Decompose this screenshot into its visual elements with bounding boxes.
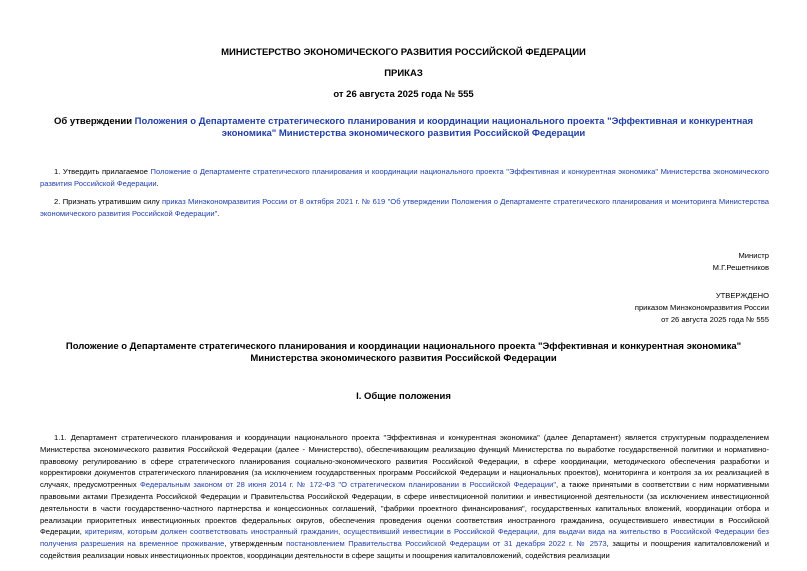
signature-block: [713, 250, 769, 274]
section-heading: I. Общие положения: [356, 391, 451, 402]
doc-type-heading: ПРИКАЗ: [384, 68, 423, 79]
federal-law-link[interactable]: Федеральным законом от 28 июня 2014 г. № 172-ФЗ "О стратегическом планировании в Российской Федерации": [139, 480, 557, 490]
approval-block: [635, 290, 769, 325]
signatory-name: М.Г.Решетников: [712, 262, 769, 272]
item-2-text: 2. Признать утратившим силу: [54, 197, 162, 206]
resolution-link[interactable]: постановлением Правительства Российской Федерации от 31 декабря 2022 г. № 2573: [286, 539, 607, 549]
approval-date: от 26 августа 2025 года № 555: [661, 314, 769, 324]
p11-text-d: , защиты и поощрения капиталовложений и содействия реализации новых инвестиционных проектов, координации деятельности в сфере защиты и поощрения капиталовложений, содействия реализации: [40, 539, 769, 560]
signatory-position: Министр: [738, 251, 769, 260]
item-2-link[interactable]: приказ Минэкономразвития России от 8 октября 2021 г. № 619 "Об утверждении Положения о Департаменте стратегического планирования и мониторинга Министерства экономического развития Российской Федерации": [40, 197, 769, 218]
p11-text-c: , утвержденным: [224, 539, 287, 549]
ministry-heading: МИНИСТЕРСТВО ЭКОНОМИЧЕСКОГО РАЗВИТИЯ РОССИЙСКОЙ ФЕДЕРАЦИИ: [221, 47, 586, 58]
approval-order: приказом Минэкономразвития России: [634, 302, 769, 312]
regulation-item-1-1: [40, 432, 769, 562]
regulation-link[interactable]: Положения о Департаменте стратегического планирования и координации национального проекта "Эффективная и конкурентная экономика" Министерства экономического развития Российской Федерации: [134, 116, 754, 139]
item-1-tail: .: [156, 178, 159, 188]
order-item-1: [40, 166, 769, 190]
approval-mark: УТВЕРЖДЕНО: [715, 291, 769, 300]
order-subject: [40, 116, 767, 140]
order-subject-prefix: Об утверждении: [53, 116, 135, 127]
item-1-link[interactable]: Положение о Департаменте стратегического планирования и координации национального проекта "Эффективная и конкурентная экономика" Министерства экономического развития Российской Федерации: [40, 167, 769, 188]
item-1-text: 1. Утвердить прилагаемое: [54, 167, 151, 176]
regulation-title: Положение о Департаменте стратегического планирования и координации национального проекта "Эффективная и конкурентная экономика" Министерства экономического развития Российской Федерации: [65, 341, 742, 364]
p11-text-b: , а также принятыми в соответствии с ним нормативными правовыми актами Президента Российской Федерации и Правительства Российской Федерации, в сфере инвестиционной политики и инвестиционной деятельности (за исключением инвестиционной деятельности в части государственно-частного партнерства и концессионных соглашений, "фабрики проектного финансирования", государственных капитальных вложений, координации отбора и реализации приоритетных инвестиционных проектов федеральных округов, обеспечения проведения оценки соответствия иностранного гражданина, осуществившего инвестиции в Российской Федерации,: [40, 480, 769, 537]
order-item-2: [40, 196, 769, 220]
criteria-link[interactable]: критериям, которым должен соответствовать иностранный гражданин, осуществивший инвестиции в Российской Федерации, для выдачи вида на жительство в Российской Федерации без получения разрешения на временное проживание: [40, 527, 769, 549]
order-date-heading: от 26 августа 2025 года № 555: [333, 89, 474, 100]
item-2-tail: .: [217, 208, 220, 218]
p11-text-a: 1.1. Департамент стратегического планирования и координации национального проекта "Эффективная и конкурентная экономика" (далее Департамент) является структурным подразделением Министерства экономического развития Российской Федерации (далее - Министерство), обеспечивающим реализацию функций Министерства по выработке государственной политики и нормативно-правовому регулированию в сфере стратегического планирования социально-экономического развития Российской Федерации, в сфере координации, методического обеспечения разработки и корректировки документов стратегического планирования (за исключением государственных программ Российской Федерации и национальных проектов), мониторинга и контроля за их реализацией в случаях, предусмотренных: [40, 433, 769, 490]
